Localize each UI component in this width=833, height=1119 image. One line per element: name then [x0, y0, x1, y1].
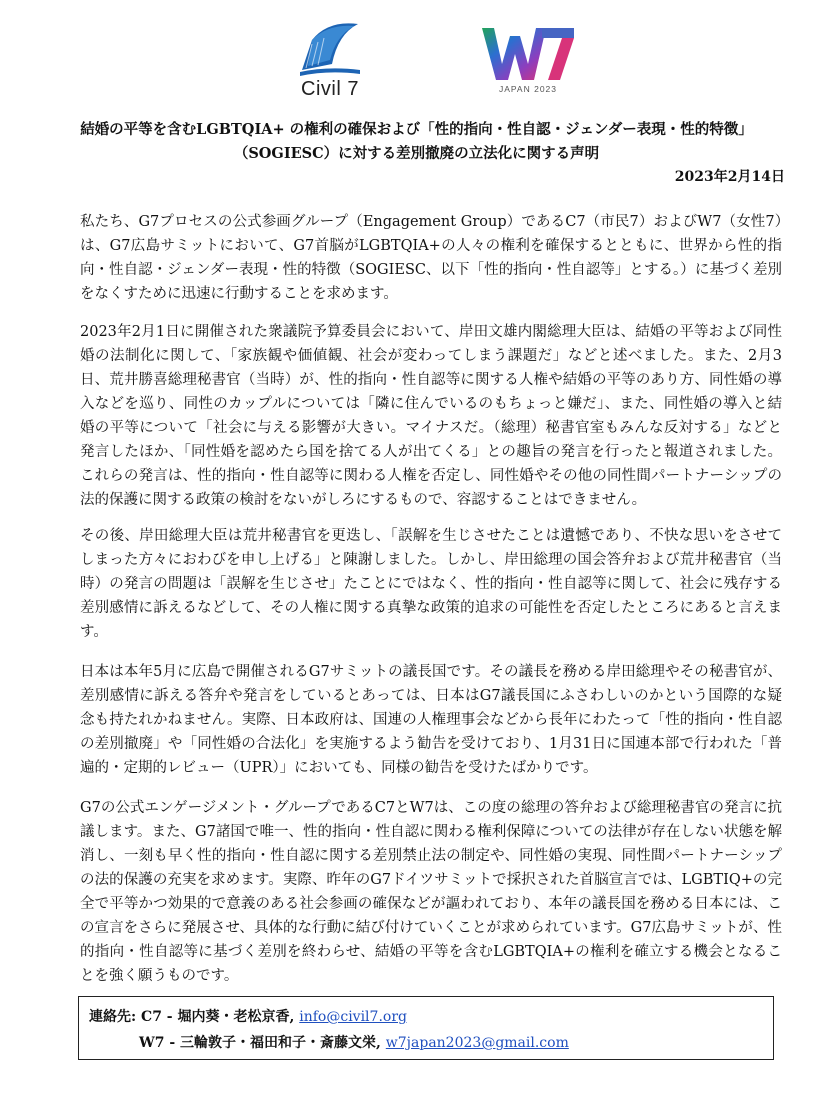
- w7-logo-subtext: JAPAN 2023: [498, 84, 558, 94]
- contact-c7-names: C7 - 堀内葵・老松京香,: [136, 1009, 300, 1025]
- contact-row-c7: [89, 1007, 407, 1027]
- civil7-logo: [290, 20, 370, 102]
- civil7-wordmark: Civil 7: [301, 78, 359, 100]
- w7-logo: [480, 24, 576, 102]
- contact-c7-email-link[interactable]: info@civil7.org: [299, 1009, 407, 1025]
- paragraph-2: 2023年2月1日に開催された衆議院予算委員会において、岸田文雄内閣総理大臣は、結婚の平等および同性婚の法制化に関して、「家族観や価値観、社会が変わってしまう課題だ」などと述べました。また、2月3日、荒井勝喜総理秘書官（当時）が、性的指向・性自認等に関する人権や結婚の平等のあり方、同性婚の導入などを巡り、同性のカップルについては「隣に住んでいるのもちょっと嫌だ」、また、同性婚の導入と結婚の平等について「社会に与える影響が大きい。マイナスだ。（総理）秘書官室もみんな反対する」などと発言したほか、「同性婚を認めたら国を捨てる人が出てくる」との趣旨の発言を行ったと報道されました。これらの発言は、性的指向・性自認等に関わる人権を否定し、同性婚やその他の同性間パートナーシップの法的保護に関する政策の検討をないがしろにするもので、容認することはできません。: [80, 324, 782, 508]
- document-title-line2: （SOGIESC）に対する差別撤廃の立法化に関する声明: [233, 145, 600, 162]
- contact-box: [78, 996, 774, 1060]
- civil7-wing-icon: [298, 20, 362, 76]
- paragraph-1: 私たち、G7プロセスの公式参画グループ（Engagement Group）であるC7（市民7）およびW7（女性7）は、G7広島サミットにおいて、G7首脳がLGBTQIA+の人々の権利を確保するとともに、世界から性的指向・性自認・ジェンダー表現・性的特徴（SOGIESC、以下「性的指向・性自認等」とする。）に基づく差別をなくすために迅速に行動することを求めます。: [80, 214, 782, 302]
- w7-mark-icon: [480, 24, 576, 84]
- document-title-line1: 結婚の平等を含むLGBTQIA+ の権利の確保および「性的指向・性自認・ジェンダー表現・性的特徴」: [80, 121, 753, 138]
- contact-w7-names: W7 - 三輪敦子・福田和子・斎藤文栄,: [139, 1035, 386, 1051]
- paragraph-4: 日本は本年5月に広島で開催されるG7サミットの議長国です。その議長を務める岸田総理やその秘書官が、差別感情に訴える答弁や発言をしているとあっては、日本はG7議長国にふさわしいのかという国際的な疑念も持たれかねません。実際、日本政府は、国連の人権理事会などから長年にわたって「性的指向・性自認の差別撤廃」や「同性婚の合法化」を実施するよう勧告を受けており、1月31日に国連本部で行われた「普遍的・定期的レビュー（UPR）」においても、同様の勧告を受けたばかりです。: [80, 664, 782, 776]
- document-date: 2023年2月14日: [674, 169, 785, 185]
- contact-w7-email-link[interactable]: w7japan2023@gmail.com: [385, 1035, 569, 1051]
- paragraph-3: その後、岸田総理大臣は荒井秘書官を更迭し、「誤解を生じさせたことは遺憾であり、不快な思いをさせてしまった方々におわびを申し上げる」と陳謝しました。しかし、岸田総理の国会答弁および荒井秘書官（当時）の発言の問題は「誤解を生じさせ」たことにではなく、性的指向・性自認等に関して、社会に残存する差別感情に訴えるなどして、その人権に関する真摯な政策的追求の可能性を否定したところにあると言えます。: [80, 528, 782, 640]
- contact-label: 連絡先:: [89, 1009, 137, 1025]
- paragraph-5: G7の公式エンゲージメント・グループであるC7とW7は、この度の総理の答弁および総理秘書官の発言に抗議します。また、G7諸国で唯一、性的指向・性自認に関わる権利保障についての法律が存在しない状態を解消し、一刻も早く性的指向・性自認に関する差別禁止法の制定や、同性婚の実現、同性間パートナーシップの法的保護の充実を求めます。実際、昨年のG7ドイツサミットで採択された首脳宣言では、LGBTIQ+の完全で平等かつ効果的で意義のある社会参画の確保などが謳われており、本年の議長国を務める日本には、この宣言をさらに発展させ、具体的な行動に結び付けていくことが求められています。G7広島サミットが、性的指向・性自認等に基づく差別を終わらせ、結婚の平等を含むLGBTQIA+の権利を確立する機会となることを強く願うものです。: [80, 800, 782, 984]
- contact-row-w7: [139, 1033, 569, 1053]
